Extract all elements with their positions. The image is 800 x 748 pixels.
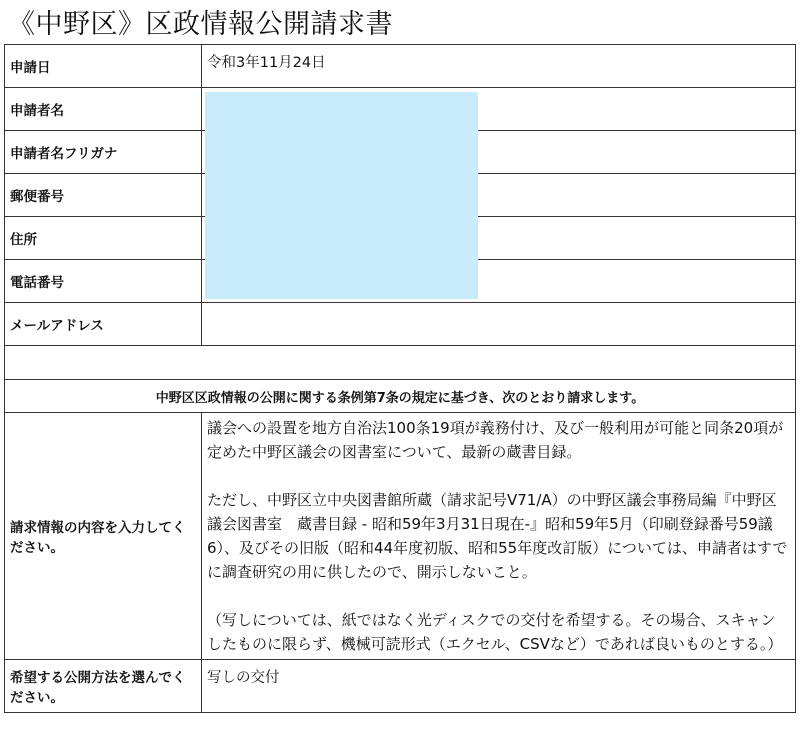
form-title: 《中野区》区政情報公開請求書 — [8, 9, 393, 40]
email-label: メールアドレス — [5, 303, 202, 346]
request-label: 請求情報の内容を入力してください。 — [5, 413, 202, 660]
furigana-label: 申請者名フリガナ — [5, 131, 202, 174]
row-notice — [5, 380, 796, 413]
date-value[interactable]: 令和3年11月24日 — [202, 45, 796, 88]
blank-cell — [5, 346, 796, 380]
row-method — [5, 660, 796, 713]
request-paragraph-1: 議会への設置を地方自治法100条19項が義務付け、及び一般利用が可能と同条20項が定めた中野区議会の図書室について、最新の蔵書目録。 — [207, 419, 784, 461]
request-paragraph-3: （写しについては、紙ではなく光ディスクでの交付を希望する。その場合、スキャンしたものに限らず、機械可読形式（エクセル、CSVなど）であれば良いものとする。） — [207, 611, 783, 653]
request-content[interactable] — [202, 413, 796, 660]
row-email — [5, 303, 796, 346]
phone-label: 電話番号 — [5, 260, 202, 303]
method-value[interactable]: 写しの交付 — [202, 660, 796, 713]
method-label: 希望する公開方法を選んでください。 — [5, 660, 202, 713]
notice-text: 中野区区政情報の公開に関する条例第7条の規定に基づき、次のとおり請求します。 — [5, 380, 796, 413]
address-label: 住所 — [5, 217, 202, 260]
row-blank — [5, 346, 796, 380]
redaction-box — [205, 92, 478, 299]
request-paragraph-2: ただし、中野区立中央図書館所蔵（請求記号V71/A）の中野区議会事務局編『中野区議会図書室 蔵書目録 - 昭和59年3月31日現在-』昭和59年5月（印刷登録番号59議6）、及びその旧版（昭和44年度初版、昭和55年度改訂版）については、申請者はすでに調査研究の用に供したので、開示しないこと。 — [207, 491, 788, 581]
date-label: 申請日 — [5, 45, 202, 88]
postal-label: 郵便番号 — [5, 174, 202, 217]
name-label: 申請者名 — [5, 88, 202, 131]
row-request — [5, 413, 796, 660]
email-value[interactable] — [202, 303, 796, 346]
row-date — [5, 45, 796, 88]
